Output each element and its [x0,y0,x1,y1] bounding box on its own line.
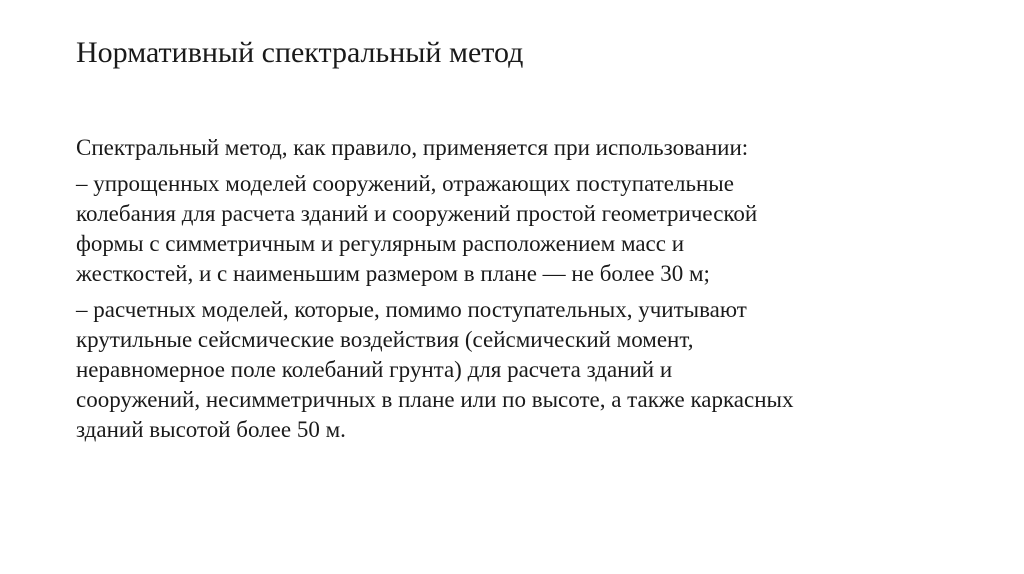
slide-body [76,133,956,451]
intro-text: Спектральный метод, как правило, применяется при использовании: [76,135,749,160]
item1-line3: формы с симметричным и регулярным расположением масс и [76,231,685,256]
item2-line4: сооружений, несимметричных в плане или по высоте, а также каркасных [76,387,794,412]
slide-title: Нормативный спектральный метод [76,36,524,69]
item2-line1: – расчетных моделей, которые, помимо поступательных, учитывают [76,297,747,322]
item1-line2: колебания для расчета зданий и сооружений простой геометрической [76,201,758,226]
item2-line3: неравномерное поле колебаний грунта) для расчета зданий и [76,357,673,382]
list-item-simplified-models [76,169,956,289]
list-item-calculation-models [76,295,956,445]
item2-line2: крутильные сейсмические воздействия (сейсмический момент, [76,327,694,352]
item1-line4: жесткостей, и с наименьшим размером в плане — не более 30 м; [76,261,710,286]
intro-paragraph [76,133,956,163]
item2-line5: зданий высотой более 50 м. [76,417,346,442]
item1-line1: – упрощенных моделей сооружений, отражающих поступательные [76,171,734,196]
